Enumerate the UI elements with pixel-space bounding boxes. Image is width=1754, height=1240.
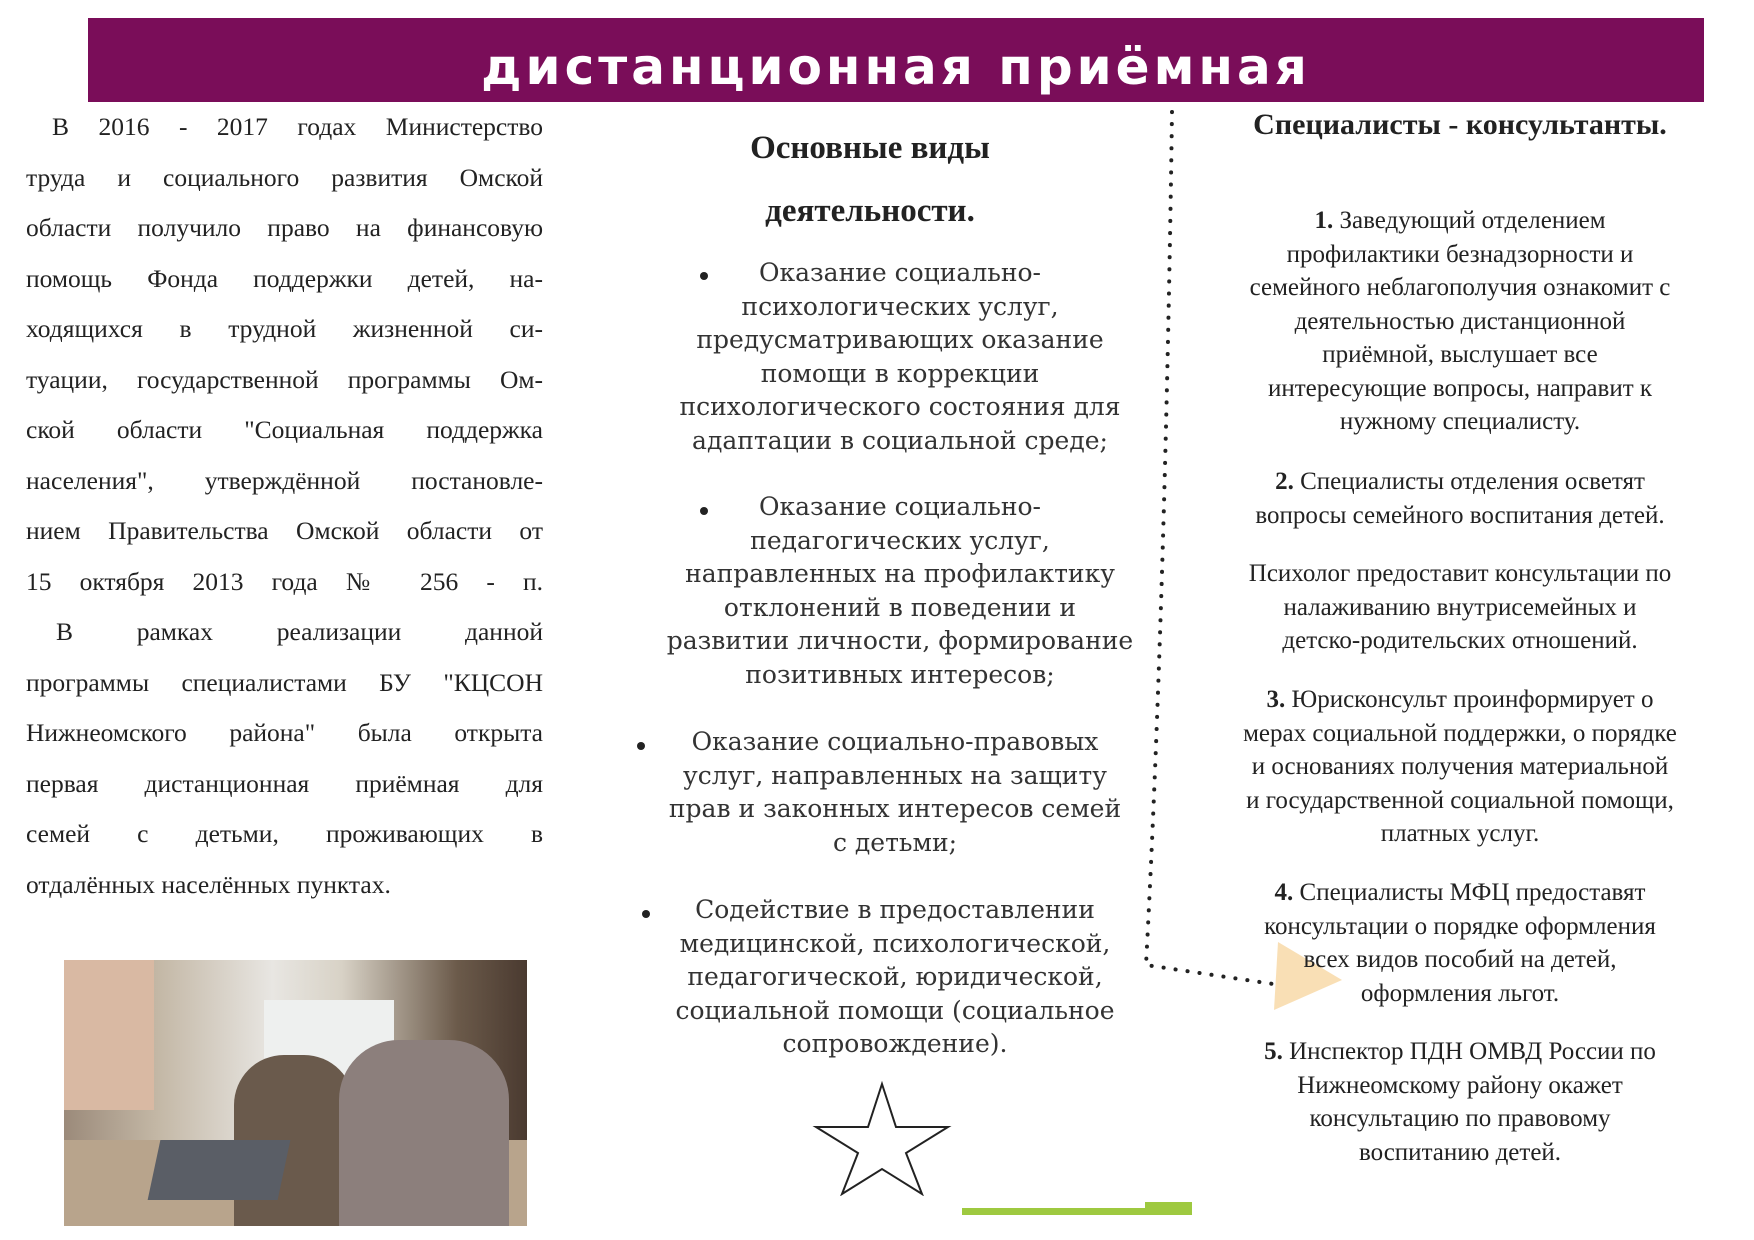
item-text: Специалисты МФЦ предоставят bbox=[1293, 879, 1646, 906]
page-title: дистанционная приёмная bbox=[481, 38, 1311, 96]
item-line: всех видов пособий на детей, bbox=[1303, 946, 1617, 973]
specialist-item bbox=[1200, 683, 1720, 851]
activities-heading-line1: Основные виды bbox=[750, 130, 990, 166]
photo-laptop bbox=[148, 1140, 291, 1200]
intro-line: туации, государственной программы Ом- bbox=[26, 364, 543, 394]
item-text: Психолог предоставит консультации по bbox=[1248, 560, 1672, 587]
activity-line: Оказание социально- bbox=[759, 492, 1041, 521]
item-text: Специалисты отделения осветят bbox=[1293, 468, 1645, 495]
specialists-heading: Специалисты - консультанты. bbox=[1253, 108, 1667, 141]
activity-line: психологических услуг, bbox=[741, 291, 1059, 321]
activity-item bbox=[660, 490, 1140, 691]
item-text: Инспектор ПДН ОМВД России по bbox=[1282, 1038, 1656, 1065]
item-number: 5. bbox=[1264, 1038, 1283, 1065]
intro-line: 15 октября 2013 года № 256 - п. bbox=[26, 566, 543, 596]
item-line: платных услуг. bbox=[1380, 820, 1540, 847]
activity-item bbox=[660, 725, 1130, 859]
item-line: интересующие вопросы, направит к bbox=[1267, 374, 1653, 402]
activity-line: Содействие в предоставлении bbox=[695, 895, 1095, 924]
activity-line: услуг, направленных на защиту bbox=[683, 760, 1107, 790]
item-number: 2. bbox=[1275, 468, 1294, 495]
intro-text bbox=[26, 102, 543, 910]
intro-line: ходящихся в трудной жизненной си- bbox=[26, 314, 543, 343]
activity-item bbox=[670, 256, 1130, 457]
activity-line: с детьми; bbox=[832, 827, 958, 857]
activity-line: помощи в коррекции bbox=[760, 358, 1040, 388]
item-text: Юрисконсульт проинформирует о bbox=[1285, 686, 1654, 713]
specialist-item bbox=[1200, 876, 1720, 1010]
activity-line: Оказание социально-правовых bbox=[691, 727, 1099, 756]
intro-line: программы специалистами БУ "КЦСОН bbox=[26, 667, 543, 697]
item-line: нужному специалисту. bbox=[1339, 408, 1581, 435]
item-line: приёмной, выслушает все bbox=[1322, 341, 1598, 368]
photo-person bbox=[339, 1040, 509, 1226]
item-text: Заведующий отделением bbox=[1333, 207, 1606, 234]
intro-line: В рамках реализации данной bbox=[56, 617, 543, 646]
item-line: и основаниях получения материальной bbox=[1251, 753, 1669, 780]
bullet-icon bbox=[637, 742, 645, 750]
activity-line: направленных на профилактику bbox=[685, 559, 1115, 588]
bullet-icon bbox=[642, 910, 650, 918]
activity-line: адаптации в социальной среде; bbox=[692, 425, 1108, 455]
activity-line: развитии личности, формирование bbox=[666, 626, 1134, 655]
activity-line: отклонений в поведении и bbox=[723, 592, 1077, 622]
intro-line: семей с детьми, проживающих в bbox=[26, 819, 543, 848]
item-line: деятельностью дистанционной bbox=[1294, 307, 1626, 335]
activity-line: психологического состояния для bbox=[679, 392, 1121, 421]
item-line: консультации о порядке оформления bbox=[1264, 912, 1656, 940]
intro-line: Нижнеомского района" была открыта bbox=[26, 718, 543, 747]
intro-line: нием Правительства Омской области от bbox=[26, 516, 543, 545]
activities-heading-line2: деятельности. bbox=[765, 193, 975, 229]
photo-consultation bbox=[64, 960, 527, 1226]
item-line: профилактики безнадзорности и bbox=[1286, 240, 1634, 268]
intro-line: ской области "Социальная поддержка bbox=[26, 415, 543, 444]
item-number: 3. bbox=[1266, 686, 1286, 713]
item-line: и государственной социальной помощи, bbox=[1246, 786, 1674, 814]
item-line: воспитанию детей. bbox=[1358, 1138, 1562, 1166]
item-number: 1. bbox=[1314, 207, 1334, 234]
intro-line: населения", утверждённой постановле- bbox=[26, 465, 543, 495]
intro-line: В 2016 - 2017 годах Министерство bbox=[52, 112, 543, 141]
star-icon bbox=[812, 1080, 952, 1196]
activity-line: сопровождение). bbox=[782, 1029, 1008, 1058]
activity-line: социальной помощи (социальное bbox=[675, 995, 1115, 1025]
specialist-item bbox=[1200, 204, 1720, 439]
item-line: консультацию по правовому bbox=[1309, 1105, 1611, 1132]
intro-line: отдалённых населённых пунктах. bbox=[26, 869, 391, 899]
activity-line: предусматривающих оказание bbox=[696, 325, 1104, 354]
activity-line: медицинской, психологической, bbox=[679, 928, 1111, 958]
item-number: 4. bbox=[1274, 879, 1294, 906]
specialist-item bbox=[1200, 465, 1720, 532]
activity-line: Оказание социально- bbox=[759, 258, 1041, 287]
intro-line: помощь Фонда поддержки детей, на- bbox=[26, 263, 543, 293]
intro-line: области получило право на финансовую bbox=[26, 213, 543, 242]
item-line: вопросы семейного воспитания детей. bbox=[1255, 501, 1665, 529]
specialist-item bbox=[1200, 1035, 1720, 1169]
activity-item bbox=[660, 893, 1130, 1061]
item-line: мерах социальной поддержки, о порядке bbox=[1243, 719, 1677, 747]
specialist-item bbox=[1200, 557, 1720, 658]
item-line: оформления льгот. bbox=[1360, 979, 1560, 1007]
item-line: налаживанию внутрисемейных и bbox=[1283, 593, 1637, 621]
item-line: семейного неблагополучия ознакомит с bbox=[1249, 274, 1671, 301]
activity-line: прав и законных интересов семей bbox=[668, 794, 1122, 823]
intro-line: первая дистанционная приёмная для bbox=[26, 768, 543, 798]
item-line: детско-родительских отношений. bbox=[1282, 627, 1638, 654]
activity-line: педагогической, юридической, bbox=[687, 962, 1103, 991]
activity-line: педагогических услуг, bbox=[750, 525, 1050, 555]
photo-window bbox=[64, 960, 154, 1110]
intro-line: труда и социального развития Омской bbox=[26, 162, 543, 192]
item-line: Нижнеомскому району окажет bbox=[1297, 1071, 1623, 1099]
accent-bar bbox=[1145, 1202, 1192, 1215]
activity-line: позитивных интересов; bbox=[745, 659, 1055, 689]
